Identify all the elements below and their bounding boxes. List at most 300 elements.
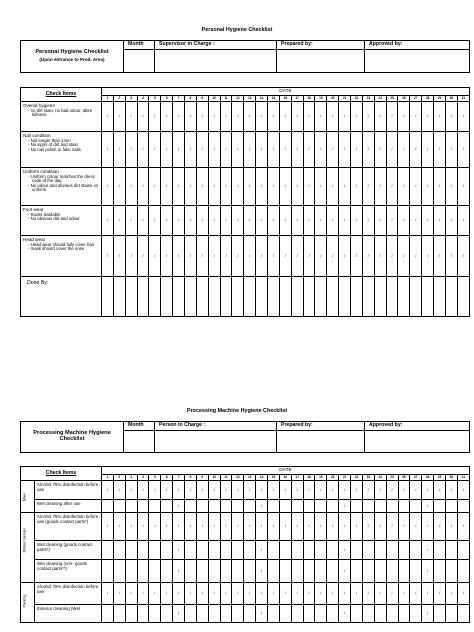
day-check-cell[interactable]: / [422,236,434,277]
day-check-cell[interactable]: / [137,168,149,206]
day-check-cell[interactable]: / [220,168,232,206]
day-check-cell[interactable] [386,541,398,560]
day-check-cell[interactable]: / [374,583,386,605]
day-check-cell[interactable] [244,560,256,583]
day-check-cell[interactable]: / [268,236,280,277]
day-check-cell[interactable]: / [185,206,197,236]
signature-cell[interactable] [149,277,161,317]
day-check-cell[interactable]: / [398,583,410,605]
day-check-cell[interactable] [410,560,422,583]
day-check-cell[interactable]: / [386,102,398,132]
day-check-cell[interactable] [291,541,303,560]
day-check-cell[interactable]: / [315,513,327,541]
day-check-cell[interactable]: / [303,102,315,132]
day-check-cell[interactable]: / [291,102,303,132]
day-check-cell[interactable]: / [339,206,351,236]
day-check-cell[interactable] [327,560,339,583]
day-check-cell[interactable]: / [232,583,244,605]
day-check-cell[interactable]: / [102,168,114,206]
day-check-cell[interactable]: / [410,513,422,541]
day-check-cell[interactable] [244,541,256,560]
day-check-cell[interactable]: / [303,481,315,500]
day-check-cell[interactable] [291,560,303,583]
day-check-cell[interactable]: / [102,236,114,277]
day-check-cell[interactable] [362,541,374,560]
day-check-cell[interactable]: / [256,500,268,513]
day-check-cell[interactable] [220,560,232,583]
day-check-cell[interactable]: / [232,168,244,206]
day-check-cell[interactable]: / [208,206,220,236]
day-check-cell[interactable]: / [232,236,244,277]
day-check-cell[interactable]: / [220,102,232,132]
day-check-cell[interactable]: / [291,236,303,277]
day-check-cell[interactable]: / [137,206,149,236]
day-check-cell[interactable]: / [149,102,161,132]
day-check-cell[interactable]: / [339,605,351,623]
day-check-cell[interactable]: / [386,132,398,168]
day-check-cell[interactable]: / [434,583,446,605]
day-check-cell[interactable]: / [445,206,457,236]
signature-cell[interactable] [410,277,422,317]
day-check-cell[interactable]: / [102,513,114,541]
day-check-cell[interactable] [398,541,410,560]
day-check-cell[interactable]: / [362,102,374,132]
day-check-cell[interactable]: / [351,102,363,132]
day-check-cell[interactable] [208,541,220,560]
day-check-cell[interactable]: / [398,168,410,206]
day-check-cell[interactable]: / [268,102,280,132]
day-check-cell[interactable] [185,560,197,583]
day-check-cell[interactable]: / [125,132,137,168]
day-check-cell[interactable] [149,560,161,583]
signature-cell[interactable] [279,277,291,317]
signature-cell[interactable] [422,277,434,317]
day-check-cell[interactable] [102,605,114,623]
day-check-cell[interactable] [445,605,457,623]
day-check-cell[interactable] [457,605,469,623]
day-check-cell[interactable] [303,605,315,623]
day-check-cell[interactable] [137,605,149,623]
day-check-cell[interactable]: / [185,132,197,168]
day-check-cell[interactable]: / [291,481,303,500]
signature-cell[interactable] [208,277,220,317]
day-check-cell[interactable]: / [457,583,469,605]
day-check-cell[interactable] [362,560,374,583]
day-check-cell[interactable]: / [339,132,351,168]
day-check-cell[interactable]: / [149,236,161,277]
day-check-cell[interactable] [102,500,114,513]
day-check-cell[interactable]: / [161,236,173,277]
day-check-cell[interactable]: / [339,481,351,500]
day-check-cell[interactable] [196,605,208,623]
day-check-cell[interactable] [457,560,469,583]
day-check-cell[interactable]: / [244,102,256,132]
day-check-cell[interactable] [410,605,422,623]
day-check-cell[interactable]: / [279,168,291,206]
day-check-cell[interactable]: / [196,513,208,541]
day-check-cell[interactable]: / [196,481,208,500]
day-check-cell[interactable]: / [434,168,446,206]
day-check-cell[interactable] [185,500,197,513]
day-check-cell[interactable]: / [422,481,434,500]
day-check-cell[interactable]: / [327,132,339,168]
day-check-cell[interactable] [113,605,125,623]
day-check-cell[interactable]: / [422,605,434,623]
day-check-cell[interactable]: / [173,500,185,513]
day-check-cell[interactable]: / [327,168,339,206]
day-check-cell[interactable] [362,605,374,623]
day-check-cell[interactable]: / [339,236,351,277]
day-check-cell[interactable]: / [208,513,220,541]
day-check-cell[interactable] [351,500,363,513]
day-check-cell[interactable]: / [149,481,161,500]
day-check-cell[interactable] [149,605,161,623]
day-check-cell[interactable]: / [374,206,386,236]
day-check-cell[interactable]: / [315,132,327,168]
day-check-cell[interactable]: / [434,236,446,277]
day-check-cell[interactable] [315,541,327,560]
day-check-cell[interactable]: / [102,206,114,236]
signature-cell[interactable] [137,277,149,317]
day-check-cell[interactable]: / [102,102,114,132]
signature-cell[interactable] [196,277,208,317]
day-check-cell[interactable] [113,541,125,560]
day-check-cell[interactable]: / [351,206,363,236]
day-check-cell[interactable]: / [362,513,374,541]
day-check-cell[interactable]: / [244,583,256,605]
day-check-cell[interactable] [125,541,137,560]
day-check-cell[interactable] [445,560,457,583]
day-check-cell[interactable]: / [279,102,291,132]
day-check-cell[interactable]: / [137,102,149,132]
day-check-cell[interactable] [410,500,422,513]
day-check-cell[interactable] [220,500,232,513]
day-check-cell[interactable] [244,500,256,513]
day-check-cell[interactable]: / [268,206,280,236]
day-check-cell[interactable] [303,500,315,513]
day-check-cell[interactable]: / [113,236,125,277]
day-check-cell[interactable]: / [268,481,280,500]
day-check-cell[interactable]: / [351,513,363,541]
day-check-cell[interactable]: / [457,513,469,541]
day-check-cell[interactable]: / [398,236,410,277]
day-check-cell[interactable]: / [220,583,232,605]
day-check-cell[interactable] [125,605,137,623]
signature-cell[interactable] [327,277,339,317]
approved-by-field[interactable] [365,50,470,73]
day-check-cell[interactable]: / [173,541,185,560]
day-check-cell[interactable]: / [161,513,173,541]
day-check-cell[interactable]: / [303,168,315,206]
day-check-cell[interactable] [279,541,291,560]
day-check-cell[interactable]: / [256,481,268,500]
day-check-cell[interactable]: / [386,236,398,277]
day-check-cell[interactable]: / [149,513,161,541]
day-check-cell[interactable]: / [208,168,220,206]
signature-cell[interactable] [398,277,410,317]
day-check-cell[interactable]: / [374,132,386,168]
day-check-cell[interactable]: / [232,481,244,500]
day-check-cell[interactable]: / [161,132,173,168]
day-check-cell[interactable]: / [410,481,422,500]
day-check-cell[interactable]: / [137,132,149,168]
day-check-cell[interactable] [149,541,161,560]
day-check-cell[interactable] [232,560,244,583]
day-check-cell[interactable]: / [279,513,291,541]
day-check-cell[interactable]: / [173,513,185,541]
day-check-cell[interactable]: / [410,102,422,132]
day-check-cell[interactable]: / [279,132,291,168]
day-check-cell[interactable]: / [434,206,446,236]
day-check-cell[interactable]: / [196,583,208,605]
day-check-cell[interactable]: / [137,513,149,541]
day-check-cell[interactable]: / [291,206,303,236]
day-check-cell[interactable]: / [434,513,446,541]
day-check-cell[interactable]: / [422,206,434,236]
signature-cell[interactable] [315,277,327,317]
day-check-cell[interactable]: / [256,513,268,541]
day-check-cell[interactable]: / [434,481,446,500]
day-check-cell[interactable] [220,605,232,623]
signature-cell[interactable] [125,277,137,317]
supervisor-field[interactable] [155,50,277,73]
day-check-cell[interactable] [351,541,363,560]
day-check-cell[interactable] [161,541,173,560]
day-check-cell[interactable] [244,605,256,623]
signature-cell[interactable] [386,277,398,317]
prepared-by-field[interactable] [277,431,365,453]
day-check-cell[interactable]: / [113,583,125,605]
day-check-cell[interactable]: / [196,168,208,206]
signature-cell[interactable] [434,277,446,317]
day-check-cell[interactable]: / [351,583,363,605]
day-check-cell[interactable]: / [410,206,422,236]
signature-cell[interactable] [339,277,351,317]
day-check-cell[interactable]: / [208,481,220,500]
day-check-cell[interactable]: / [256,560,268,583]
day-check-cell[interactable]: / [398,132,410,168]
signature-cell[interactable] [173,277,185,317]
day-check-cell[interactable]: / [374,481,386,500]
day-check-cell[interactable]: / [244,481,256,500]
day-check-cell[interactable] [434,541,446,560]
day-check-cell[interactable]: / [173,132,185,168]
signature-cell[interactable] [457,277,469,317]
day-check-cell[interactable]: / [327,236,339,277]
day-check-cell[interactable]: / [422,513,434,541]
day-check-cell[interactable]: / [196,102,208,132]
signature-cell[interactable] [161,277,173,317]
signature-cell[interactable] [268,277,280,317]
day-check-cell[interactable]: / [244,168,256,206]
day-check-cell[interactable]: / [256,168,268,206]
day-check-cell[interactable]: / [244,513,256,541]
day-check-cell[interactable]: / [125,583,137,605]
signature-cell[interactable] [351,277,363,317]
day-check-cell[interactable]: / [208,132,220,168]
day-check-cell[interactable]: / [386,481,398,500]
signature-cell[interactable] [291,277,303,317]
day-check-cell[interactable]: / [244,236,256,277]
day-check-cell[interactable]: / [315,481,327,500]
day-check-cell[interactable] [398,500,410,513]
day-check-cell[interactable]: / [327,513,339,541]
day-check-cell[interactable]: / [291,513,303,541]
day-check-cell[interactable]: / [386,168,398,206]
day-check-cell[interactable]: / [315,236,327,277]
day-check-cell[interactable]: / [339,541,351,560]
day-check-cell[interactable]: / [256,236,268,277]
signature-cell[interactable] [362,277,374,317]
signature-cell[interactable] [102,277,114,317]
day-check-cell[interactable]: / [410,236,422,277]
day-check-cell[interactable]: / [434,102,446,132]
day-check-cell[interactable]: / [339,500,351,513]
day-check-cell[interactable] [113,560,125,583]
day-check-cell[interactable] [125,560,137,583]
day-check-cell[interactable] [232,605,244,623]
signature-cell[interactable] [445,277,457,317]
day-check-cell[interactable]: / [113,513,125,541]
day-check-cell[interactable]: / [362,583,374,605]
day-check-cell[interactable] [374,541,386,560]
day-check-cell[interactable]: / [374,168,386,206]
day-check-cell[interactable]: / [149,583,161,605]
day-check-cell[interactable] [185,605,197,623]
day-check-cell[interactable] [386,500,398,513]
day-check-cell[interactable]: / [291,583,303,605]
day-check-cell[interactable] [208,560,220,583]
day-check-cell[interactable]: / [386,206,398,236]
day-check-cell[interactable]: / [256,605,268,623]
day-check-cell[interactable] [362,500,374,513]
signature-cell[interactable] [374,277,386,317]
day-check-cell[interactable]: / [268,168,280,206]
day-check-cell[interactable]: / [398,481,410,500]
day-check-cell[interactable]: / [256,583,268,605]
day-check-cell[interactable] [161,605,173,623]
approved-by-field[interactable] [365,431,470,453]
day-check-cell[interactable]: / [398,513,410,541]
day-check-cell[interactable]: / [445,132,457,168]
signature-cell[interactable] [303,277,315,317]
day-check-cell[interactable]: / [113,206,125,236]
day-check-cell[interactable] [220,541,232,560]
day-check-cell[interactable]: / [291,168,303,206]
day-check-cell[interactable] [327,500,339,513]
day-check-cell[interactable]: / [125,481,137,500]
day-check-cell[interactable]: / [457,102,469,132]
day-check-cell[interactable] [386,605,398,623]
day-check-cell[interactable] [327,541,339,560]
day-check-cell[interactable]: / [161,583,173,605]
day-check-cell[interactable]: / [327,481,339,500]
day-check-cell[interactable]: / [398,206,410,236]
day-check-cell[interactable] [125,500,137,513]
day-check-cell[interactable]: / [327,102,339,132]
day-check-cell[interactable] [457,541,469,560]
day-check-cell[interactable]: / [137,481,149,500]
day-check-cell[interactable]: / [410,132,422,168]
day-check-cell[interactable]: / [256,541,268,560]
day-check-cell[interactable]: / [149,168,161,206]
day-check-cell[interactable]: / [196,236,208,277]
day-check-cell[interactable] [208,500,220,513]
day-check-cell[interactable] [268,541,280,560]
person-in-charge-field[interactable] [155,431,277,453]
day-check-cell[interactable] [434,500,446,513]
prepared-by-field[interactable] [277,50,365,73]
day-check-cell[interactable]: / [351,236,363,277]
day-check-cell[interactable]: / [279,583,291,605]
day-check-cell[interactable] [268,500,280,513]
day-check-cell[interactable]: / [422,583,434,605]
day-check-cell[interactable]: / [185,481,197,500]
day-check-cell[interactable]: / [173,560,185,583]
day-check-cell[interactable]: / [196,132,208,168]
day-check-cell[interactable] [351,605,363,623]
day-check-cell[interactable]: / [161,206,173,236]
day-check-cell[interactable]: / [457,168,469,206]
day-check-cell[interactable]: / [386,513,398,541]
day-check-cell[interactable]: / [315,583,327,605]
day-check-cell[interactable] [232,541,244,560]
day-check-cell[interactable] [149,500,161,513]
day-check-cell[interactable] [374,560,386,583]
day-check-cell[interactable]: / [232,132,244,168]
day-check-cell[interactable] [291,500,303,513]
day-check-cell[interactable] [386,560,398,583]
day-check-cell[interactable]: / [457,481,469,500]
day-check-cell[interactable]: / [303,583,315,605]
day-check-cell[interactable]: / [362,236,374,277]
day-check-cell[interactable]: / [232,206,244,236]
day-check-cell[interactable]: / [422,102,434,132]
day-check-cell[interactable]: / [185,583,197,605]
day-check-cell[interactable]: / [351,481,363,500]
day-check-cell[interactable]: / [410,583,422,605]
day-check-cell[interactable] [398,560,410,583]
day-check-cell[interactable] [434,560,446,583]
day-check-cell[interactable] [137,541,149,560]
day-check-cell[interactable]: / [410,168,422,206]
day-check-cell[interactable] [457,500,469,513]
day-check-cell[interactable]: / [232,513,244,541]
day-check-cell[interactable]: / [315,168,327,206]
day-check-cell[interactable] [327,605,339,623]
day-check-cell[interactable]: / [303,132,315,168]
day-check-cell[interactable]: / [173,481,185,500]
day-check-cell[interactable]: / [339,168,351,206]
day-check-cell[interactable]: / [445,583,457,605]
day-check-cell[interactable]: / [173,236,185,277]
day-check-cell[interactable]: / [445,481,457,500]
day-check-cell[interactable]: / [268,513,280,541]
day-check-cell[interactable]: / [185,168,197,206]
day-check-cell[interactable] [445,500,457,513]
day-check-cell[interactable]: / [339,513,351,541]
day-check-cell[interactable] [196,500,208,513]
day-check-cell[interactable] [208,605,220,623]
day-check-cell[interactable]: / [232,102,244,132]
day-check-cell[interactable] [185,541,197,560]
day-check-cell[interactable]: / [445,236,457,277]
day-check-cell[interactable]: / [113,132,125,168]
day-check-cell[interactable]: / [434,132,446,168]
day-check-cell[interactable]: / [102,132,114,168]
day-check-cell[interactable]: / [315,102,327,132]
day-check-cell[interactable]: / [137,583,149,605]
